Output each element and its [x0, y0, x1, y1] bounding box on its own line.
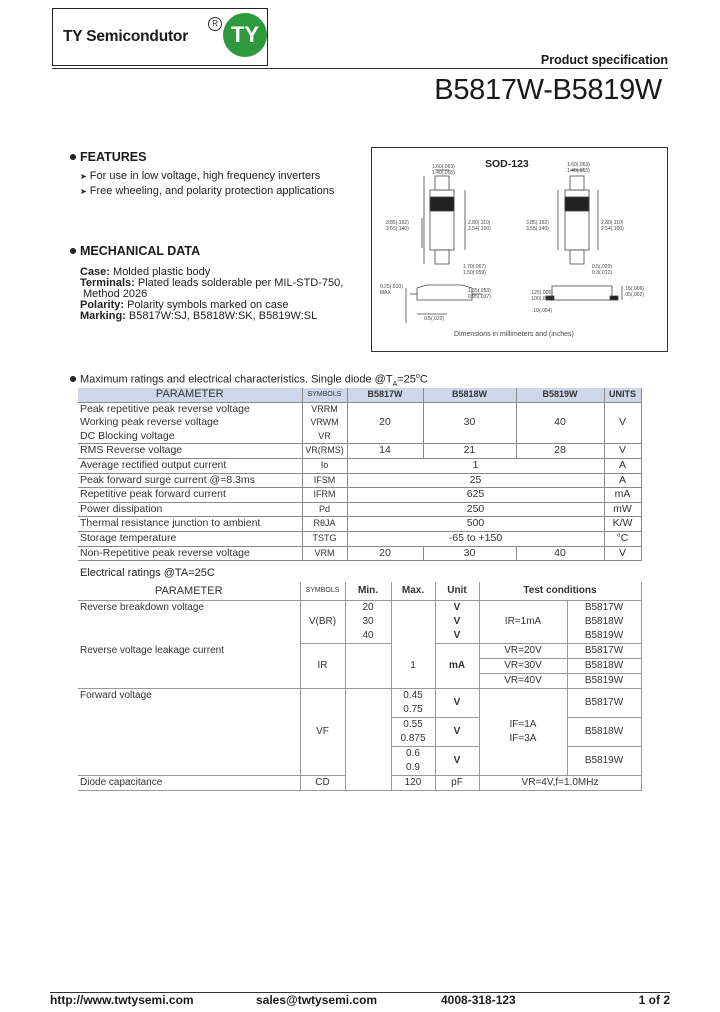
package-drawing: [371, 147, 668, 352]
svg-text:1.60(.063): 1.60(.063): [432, 164, 455, 170]
unit-cell: mA: [604, 488, 641, 503]
value-cell: 0.45: [391, 689, 435, 704]
part-cell: B5819W: [567, 629, 641, 644]
svg-text:3.85(.152): 3.85(.152): [526, 220, 549, 226]
header-cell: PARAMETER: [78, 388, 302, 402]
unit-cell: A: [604, 473, 641, 488]
symbol-cell: IFSM: [302, 473, 347, 488]
value-cell: 1: [391, 644, 435, 689]
svg-text:0.5(.020): 0.5(.020): [592, 264, 613, 270]
svg-text:.15(.006): .15(.006): [624, 286, 645, 292]
table-row: [78, 531, 641, 546]
dimensions-note: Dimensions in millimeters and (inches): [454, 331, 574, 338]
svg-text:0.5(.020): 0.5(.020): [424, 316, 445, 322]
symbol-cell: VR: [302, 430, 347, 444]
header-cell: SYMBOLS: [302, 388, 347, 402]
svg-text:1.50(.059): 1.50(.059): [463, 270, 486, 276]
svg-text:0.25(.010): 0.25(.010): [380, 284, 403, 290]
value-cell: 0.6: [391, 747, 435, 762]
mechanical-data: Case: Molded plastic body Terminals: Plated leads solderable per MIL-STD-750, Method 2026 Polarity: Polarity symbols marked on case Marking: B5817W:SJ, B5818W:SK, B5819W:SL: [80, 266, 344, 322]
value-cell: 20: [347, 402, 423, 444]
param-cell: RMS Reverse voltage: [78, 444, 302, 459]
feature-item: ➤ For use in low voltage, high frequency inverters: [80, 170, 321, 182]
table-row: [78, 473, 641, 488]
unit-cell: A: [604, 458, 641, 473]
value-cell: 14: [347, 444, 423, 459]
value-cell: -65 to +150: [347, 531, 604, 546]
value-cell: 20: [345, 601, 391, 616]
symbol-cell: IFRM: [302, 488, 347, 503]
condition-cell: VR=4V,f=1.0MHz: [479, 776, 641, 791]
value-cell: 0.55: [391, 718, 435, 733]
footer-website[interactable]: http://www.twtysemi.com: [50, 993, 194, 1007]
header-cell: SYMBOLS: [300, 582, 345, 601]
svg-text:1.40(.055): 1.40(.055): [432, 170, 455, 176]
part-title: B5817W-B5819W: [434, 74, 662, 106]
symbol-cell: VR(RMS): [302, 444, 347, 459]
param-cell: Peak repetitive peak reverse voltage: [78, 402, 302, 416]
unit-cell: mW: [604, 502, 641, 517]
part-cell: B5818W: [567, 718, 641, 747]
part-cell: B5818W: [567, 615, 641, 629]
table-row: [78, 502, 641, 517]
ratings-table: [78, 388, 642, 561]
page-number: 1 of 2: [638, 993, 670, 1007]
header-cell: B5818W: [423, 388, 516, 402]
value-cell: 40: [345, 629, 391, 644]
svg-text:1.70(.067): 1.70(.067): [463, 264, 486, 270]
symbol-cell: CD: [300, 776, 345, 791]
condition-cell: VR=20V: [479, 644, 567, 659]
unit-cell: V: [435, 689, 479, 718]
part-cell: B5817W: [567, 601, 641, 616]
part-cell: B5817W: [567, 689, 641, 718]
condition-cell: VR=30V: [479, 659, 567, 674]
ty-logo: TY: [223, 13, 267, 57]
table-row: [78, 517, 641, 532]
condition-cell: IF=1A IF=3A: [479, 689, 567, 776]
svg-text:2.80(.110): 2.80(.110): [601, 220, 624, 226]
registered-mark: R: [208, 17, 222, 31]
package-name: SOD-123: [485, 158, 529, 170]
table-row: [78, 776, 641, 791]
footer-phone: 4008-318-123: [441, 993, 516, 1007]
condition-cell: VR=40V: [479, 674, 567, 689]
svg-text:2.54(.100): 2.54(.100): [601, 226, 624, 232]
param-cell: Peak forward surge current @=8.3ms: [78, 473, 302, 488]
header-cell: Min.: [345, 582, 391, 601]
unit-cell: K/W: [604, 517, 641, 532]
header-cell: PARAMETER: [78, 582, 300, 601]
part-cell: B5817W: [567, 644, 641, 659]
symbol-cell: TSTG: [302, 531, 347, 546]
svg-text:.05(.002): .05(.002): [624, 292, 645, 298]
param-cell: DC Blocking voltage: [78, 430, 302, 444]
footer-email[interactable]: sales@twtysemi.com: [256, 993, 378, 1007]
svg-text:.100(.004): .100(.004): [530, 296, 553, 302]
arrow-icon: ➤: [80, 172, 87, 181]
symbol-cell: Io: [302, 458, 347, 473]
value-cell: 30: [423, 546, 516, 561]
svg-text:3.55(.140): 3.55(.140): [526, 226, 549, 232]
table-row: [78, 458, 641, 473]
symbol-cell: VRRM: [302, 402, 347, 416]
param-cell: Forward voltage: [78, 689, 300, 776]
table-row: [78, 601, 641, 616]
value-cell: 21: [423, 444, 516, 459]
symbol-cell: VF: [300, 689, 345, 776]
value-cell: 625: [347, 488, 604, 503]
symbol-cell: RθJA: [302, 517, 347, 532]
part-cell: B5819W: [567, 674, 641, 689]
logo-box: [52, 8, 268, 66]
symbol-cell: Pd: [302, 502, 347, 517]
part-cell: B5818W: [567, 659, 641, 674]
ratings-header-row: [78, 388, 641, 402]
value-cell: 500: [347, 517, 604, 532]
table-row: [78, 488, 641, 503]
value-cell: 40: [516, 402, 604, 444]
value-cell: 30: [345, 615, 391, 629]
electrical-header-row: [78, 582, 641, 601]
table-row: [78, 644, 641, 659]
header-cell: Max.: [391, 582, 435, 601]
svg-text:2.80(.110): 2.80(.110): [468, 220, 491, 226]
unit-cell: V: [435, 601, 479, 616]
value-cell: 0.75: [391, 703, 435, 718]
value-cell: 250: [347, 502, 604, 517]
package-outline-diagram: [372, 148, 669, 353]
param-cell: Diode capacitance: [78, 776, 300, 791]
value-cell: 0.9: [391, 761, 435, 776]
svg-text:0.3(.012): 0.3(.012): [592, 270, 613, 276]
mechanical-heading: MECHANICAL DATA: [70, 244, 200, 258]
header-cell: B5819W: [516, 388, 604, 402]
bullet-icon: [70, 248, 76, 254]
symbol-cell: VRM: [302, 546, 347, 561]
svg-text:MAX: MAX: [380, 290, 391, 296]
unit-cell: V: [435, 615, 479, 629]
svg-text:2.54(.100): 2.54(.100): [468, 226, 491, 232]
param-cell: Non-Repetitive peak reverse voltage: [78, 546, 302, 561]
electrical-title: Electrical ratings @TA=25C: [80, 567, 215, 579]
value-cell: 1: [347, 458, 604, 473]
table-row: [78, 444, 641, 459]
unit-cell: °C: [604, 531, 641, 546]
param-cell: Reverse voltage leakage current: [78, 644, 300, 689]
header-cell: Unit: [435, 582, 479, 601]
symbol-cell: V(BR): [300, 601, 345, 644]
electrical-table: [78, 582, 642, 791]
header-cell: UNITS: [604, 388, 641, 402]
ratings-title: Maximum ratings and electrical characteristics. Single diode $@T_A=25^oC$: [70, 373, 428, 388]
brand-name: TY Semicondutor: [63, 28, 189, 45]
table-row: [78, 402, 641, 416]
param-cell: Thermal resistance junction to ambient: [78, 517, 302, 532]
unit-cell: V: [604, 444, 641, 459]
part-cell: B5819W: [567, 747, 641, 776]
unit-cell: V: [604, 546, 641, 561]
arrow-icon: ➤: [80, 187, 87, 196]
param-cell: Storage temperature: [78, 531, 302, 546]
unit-cell: pF: [435, 776, 479, 791]
unit-cell: V: [435, 629, 479, 644]
svg-text:.10(.004): .10(.004): [532, 308, 553, 314]
svg-text:0.95(.037): 0.95(.037): [468, 294, 491, 300]
svg-text:1.35(.053): 1.35(.053): [468, 288, 491, 294]
header-cell: Test conditions: [479, 582, 641, 601]
value-cell: 120: [391, 776, 435, 791]
features-heading: FEATURES: [70, 150, 146, 164]
svg-text:1.40(.055): 1.40(.055): [567, 168, 590, 174]
svg-text:3.85(.152): 3.85(.152): [386, 220, 409, 226]
svg-text:3.55(.140): 3.55(.140): [386, 226, 409, 232]
svg-text:1.60(.063): 1.60(.063): [567, 162, 590, 168]
value-cell: 28: [516, 444, 604, 459]
product-spec-label: Product specification: [540, 53, 668, 67]
value-cell: 30: [423, 402, 516, 444]
symbol-cell: IR: [300, 644, 345, 689]
param-cell: Reverse breakdown voltage: [78, 601, 300, 644]
header-cell: B5817W: [347, 388, 423, 402]
value-cell: 40: [516, 546, 604, 561]
feature-item: ➤ Free wheeling, and polarity protection applications: [80, 185, 335, 197]
bullet-icon: [70, 154, 76, 160]
param-cell: Power dissipation: [78, 502, 302, 517]
value-cell: 25: [347, 473, 604, 488]
bullet-icon: [70, 376, 76, 382]
value-cell: 0.875: [391, 732, 435, 747]
param-cell: Working peak reverse voltage: [78, 416, 302, 430]
table-row: [78, 689, 641, 704]
header-rule: [52, 68, 668, 69]
symbol-cell: VRWM: [302, 416, 347, 430]
param-cell: Average rectified output current: [78, 458, 302, 473]
svg-text:.125(.005): .125(.005): [530, 290, 553, 296]
value-cell: 20: [347, 546, 423, 561]
table-row: [78, 546, 641, 561]
unit-cell: V: [604, 402, 641, 444]
unit-cell: V: [435, 747, 479, 776]
param-cell: Repetitive peak forward current: [78, 488, 302, 503]
unit-cell: V: [435, 718, 479, 747]
unit-cell: mA: [435, 644, 479, 689]
condition-cell: IR=1mA: [479, 601, 567, 644]
